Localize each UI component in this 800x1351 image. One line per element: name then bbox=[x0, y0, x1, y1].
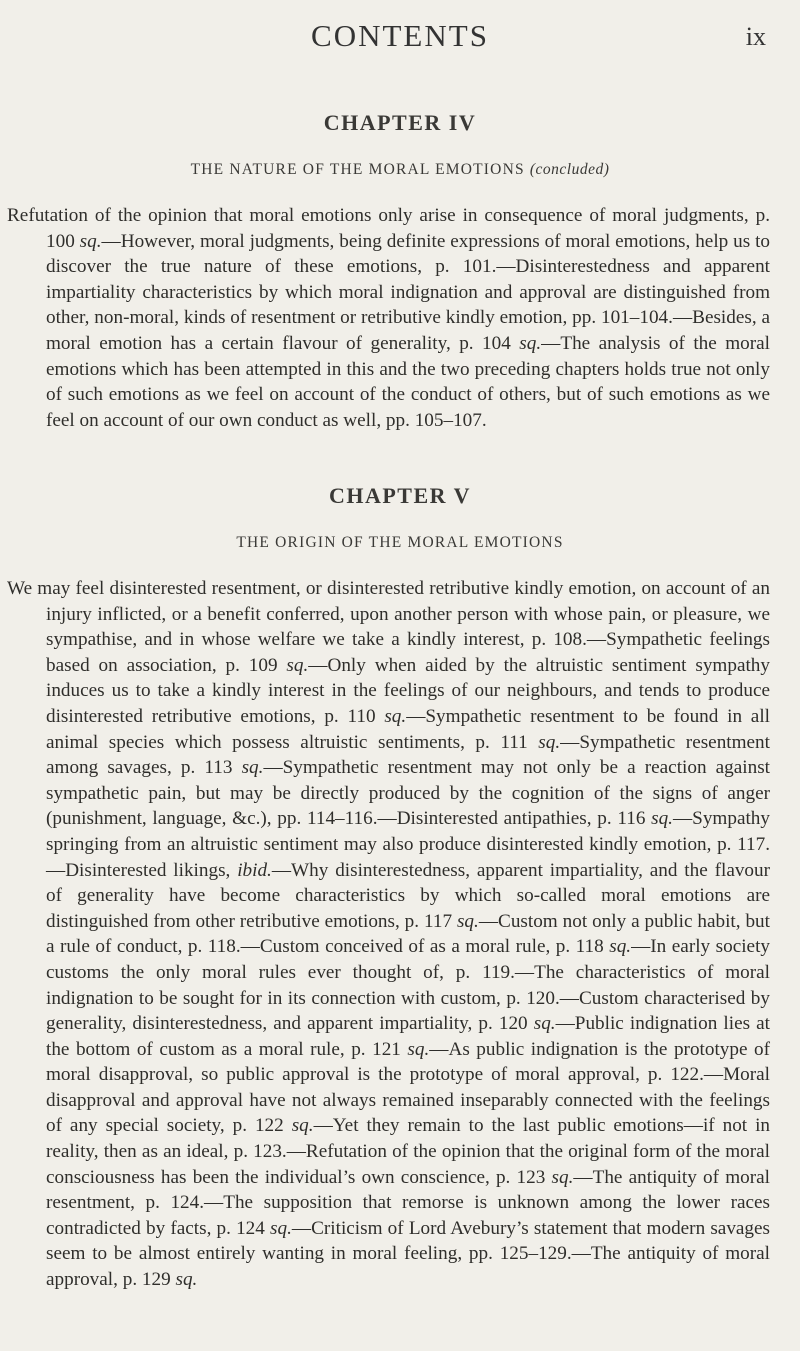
synopsis-text: —Criticism of Lord Avebury’s statement that modern savages seem to be almost entirely wanting in moral feeling, pp. 125–129.—The antiquity of moral approval, p. 129 bbox=[46, 1217, 771, 1291]
synopsis-italic: sq. bbox=[538, 731, 561, 753]
chapter-iv bbox=[0, 109, 800, 433]
chapter-synopsis bbox=[7, 576, 771, 1293]
synopsis-italic: sq. bbox=[533, 1013, 556, 1035]
chapter-subheading bbox=[0, 160, 800, 180]
synopsis-text: —Yet they remain to the last public emotions—if not in reality, then as an ideal, p. 123.—Refutation of the opinion that the original form of the moral consciousness has been the individual’s own conscience, p. 123 bbox=[46, 1115, 771, 1188]
synopsis-text: —Why disinterestedness, apparent impartiality, and the flavour of generality have become characteristics by which so-called moral emotions are distinguished from other retributive emotions, p. 117 bbox=[46, 859, 771, 932]
synopsis-italic: sq. bbox=[384, 705, 407, 727]
synopsis-text: —Sympathetic resentment among savages, p. 113 bbox=[46, 731, 770, 779]
running-head bbox=[0, 18, 800, 58]
synopsis-italic: sq. bbox=[79, 230, 102, 252]
synopsis-text: —Custom not only a public habit, but a rule of conduct, p. 118.—Custom conceived of as a moral rule, p. 118 bbox=[46, 910, 770, 958]
synopsis-italic: sq. bbox=[270, 1217, 292, 1239]
synopsis-italic: sq. bbox=[651, 808, 673, 830]
synopsis-italic: sq. bbox=[407, 1038, 430, 1060]
chapter-subheading bbox=[0, 533, 800, 553]
chapter-subheading-main: THE ORIGIN OF THE MORAL EMOTIONS bbox=[236, 534, 564, 551]
synopsis-italic: sq. bbox=[609, 936, 632, 958]
synopsis-italic: sq. bbox=[551, 1166, 574, 1188]
running-title: CONTENTS bbox=[311, 18, 489, 53]
chapter-v bbox=[0, 482, 800, 1293]
synopsis-text: —In early society customs the only moral rules ever thought of, p. 119.—The characteristics of moral indignation to be sought for in its connection with custom, p. 120.—Custom characterised by generality, disinterestedness, and apparent impartiality, p. 120 bbox=[46, 936, 770, 1035]
page-number: ix bbox=[745, 22, 766, 51]
synopsis-text: —However, moral judgments, being definite expressions of moral emotions, help us to discover the true nature of these emotions, p. 101.—Disinterestedness and apparent impartiality characteristics by which moral indignation and approval are distinguished from other, non-moral, kinds of resentment or retributive kindly emotion, pp. 101–104.—Besides, a moral emotion has a certain flavour of generality, p. 104 bbox=[46, 230, 771, 354]
synopsis-text: —Sympathetic resentment to be found in all animal species which possess altruistic sentiments, p. 111 bbox=[46, 705, 770, 753]
chapter-heading: CHAPTER V bbox=[328, 483, 472, 508]
synopsis-italic: sq. bbox=[519, 332, 542, 354]
synopsis-text: Refutation of the opinion that moral emotions only arise in consequence of moral judgments, p. 100 bbox=[7, 205, 770, 252]
synopsis-text: We may feel disinterested resentment, or disinterested retributive kindly emotion, on account of an injury inflicted, or a benefit conferred, upon another person with whose pain, or pleasure, we sympathise, and in whose welfare we take a kindly interest, p. 108.—Sympathetic feelings based on association, p. 109 bbox=[7, 578, 770, 676]
chapter-heading: CHAPTER IV bbox=[323, 110, 477, 135]
chapter-synopsis bbox=[7, 203, 771, 433]
synopsis-italic: sq. bbox=[241, 757, 264, 779]
synopsis-text: —The antiquity of moral resentment, p. 124.—The supposition that remorse is unknown among the lower races contradicted by facts, p. 124 bbox=[46, 1166, 770, 1239]
synopsis-text: —Sympathy springing from an altruistic sentiment may also produce disinterested kindly emotion, p. 117.—Disinterested likings, bbox=[46, 808, 770, 881]
synopsis-text: —Public indignation lies at the bottom of custom as a moral rule, p. 121 bbox=[46, 1013, 770, 1060]
synopsis-italic: sq. bbox=[175, 1269, 198, 1291]
synopsis-text: —Only when aided by the altruistic sentiment sympathy induces us to take a kindly interest in the feelings of our neighbours, and tends to produce disinterested retributive emotions, p. 110 bbox=[46, 654, 770, 727]
synopsis-italic: sq. bbox=[291, 1115, 314, 1137]
synopsis-italic: sq. bbox=[286, 654, 309, 676]
synopsis-italic: ibid. bbox=[237, 859, 272, 881]
synopsis-italic: sq. bbox=[456, 910, 479, 932]
synopsis-text: —As public indignation is the prototype of moral disapproval, so public approval is the prototype of moral approval, p. 122.—Moral disapproval and approval have not always remained inseparably connected with the feelings of any special society, p. 122 bbox=[46, 1038, 770, 1137]
chapter-subheading-note: (concluded) bbox=[529, 161, 610, 178]
synopsis-text: —Sympathetic resentment may not only be a reaction against sympathetic pain, but may be directly produced by the cognition of the signs of anger (punishment, language, &c.), pp. 114–116.—Disinterested antipathies, p. 116 bbox=[46, 757, 770, 830]
chapter-subheading-main: THE NATURE OF THE MORAL EMOTIONS bbox=[190, 161, 525, 178]
synopsis-text: —The analysis of the moral emotions which has been attempted in this and the two preceding chapters holds true not only of such emotions as we feel on account of the conduct of others, but of such emotions as we feel on account of our own conduct as well, pp. 105–107. bbox=[46, 332, 770, 431]
